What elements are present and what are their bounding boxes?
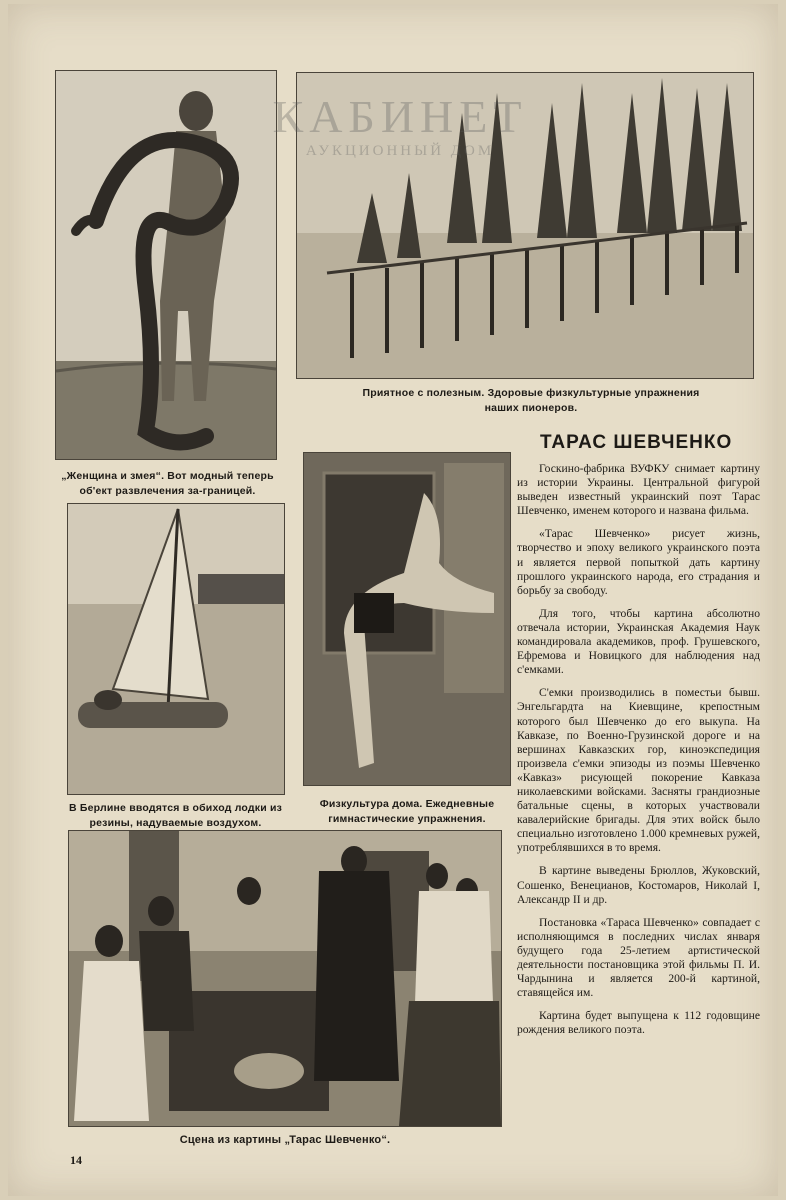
article-paragraph: Картина будет выпущена к 112 годовщине рождения великого поэта. — [517, 1009, 760, 1037]
caption-film-scene: Сцена из картины „Тарас Шевченко“. — [179, 1134, 391, 1146]
watermark-line1: КАБИНЕТ — [272, 91, 528, 142]
article-paragraph: «Тарас Шевченко» рисует жизнь, творчество и эпоху великого украинского поэта и является первой попыткой дать картину прошлого украинского народа, его страдания и борьбу за свободу. — [517, 527, 760, 597]
article-paragraph: Госкино-фабрика ВУФКУ снимает картину из истории Украины. Центральной фигурой выведен известный украинский поэт Тарас Шевченко, именем которого и названа фильма. — [517, 462, 760, 518]
photo-woman-snake — [55, 70, 277, 460]
article-paragraph: Для того, чтобы картина абсолютно отвечала истории, Украинская Академия Наук командировала академиков, проф. Грушевского, Ефремова и Новицкого для наблюдения над с'емками. — [517, 606, 760, 677]
photo-film-scene — [68, 830, 502, 1127]
article-body — [517, 462, 760, 1046]
caption-boat: В Берлине вводятся в обиход лодки из резины, надуваемые воздухом. — [68, 802, 283, 829]
page-number: 14 — [70, 1153, 82, 1167]
caption-pioneers: Приятное с полезным. Здоровые физкультурные упражнения наших пионеров. — [362, 387, 700, 414]
photo-pioneers-exercise — [296, 72, 754, 379]
article-title: ТАРАС ШЕВЧЕНКО — [540, 432, 733, 453]
article-paragraph: С'емки производились в поместьи бывш. Энгельгардта на Киевщине, крепостным которого был Шевченко до его выкупа. На Кавказе, по Военно-Грузинской дороге и на вершинах Кавказских гор, киноэкспедиция произвела с'емки эпизоды из поэмы Шевченко «Кавказ» рисующей покорение Кавказа николаевскими войсками. Засняты грандиозные батальные сцены, в которых участвовали кавалерийские бригады. Для этих войск было специально изготовлено 1.000 кремневых ружей, употреблявшихся в то время. — [517, 686, 760, 855]
article-paragraph: В картине выведены Брюллов, Жуковский, Сошенко, Венецианов, Костомаров, Николай I, Александр II и др. — [517, 864, 760, 906]
photo-inflatable-boat — [67, 503, 285, 795]
photo-home-exercise — [303, 452, 511, 786]
caption-home: Физкультура дома. Ежедневные гимнастические упражнения. — [319, 798, 495, 825]
watermark-line2: АУКЦИОННЫЙ ДОМ — [305, 143, 495, 159]
caption-snake: „Женщина и змея“. Вот модный теперь об'ект развлечения за-границей. — [61, 470, 274, 497]
article-paragraph: Постановка «Тараса Шевченко» совпадает с исполняющимся в последних числах января будущего года 25-летием артистической деятельности постановщика этой фильмы П. И. Чардынина и является 200-й картиной, ставящейся им. — [517, 915, 760, 1000]
